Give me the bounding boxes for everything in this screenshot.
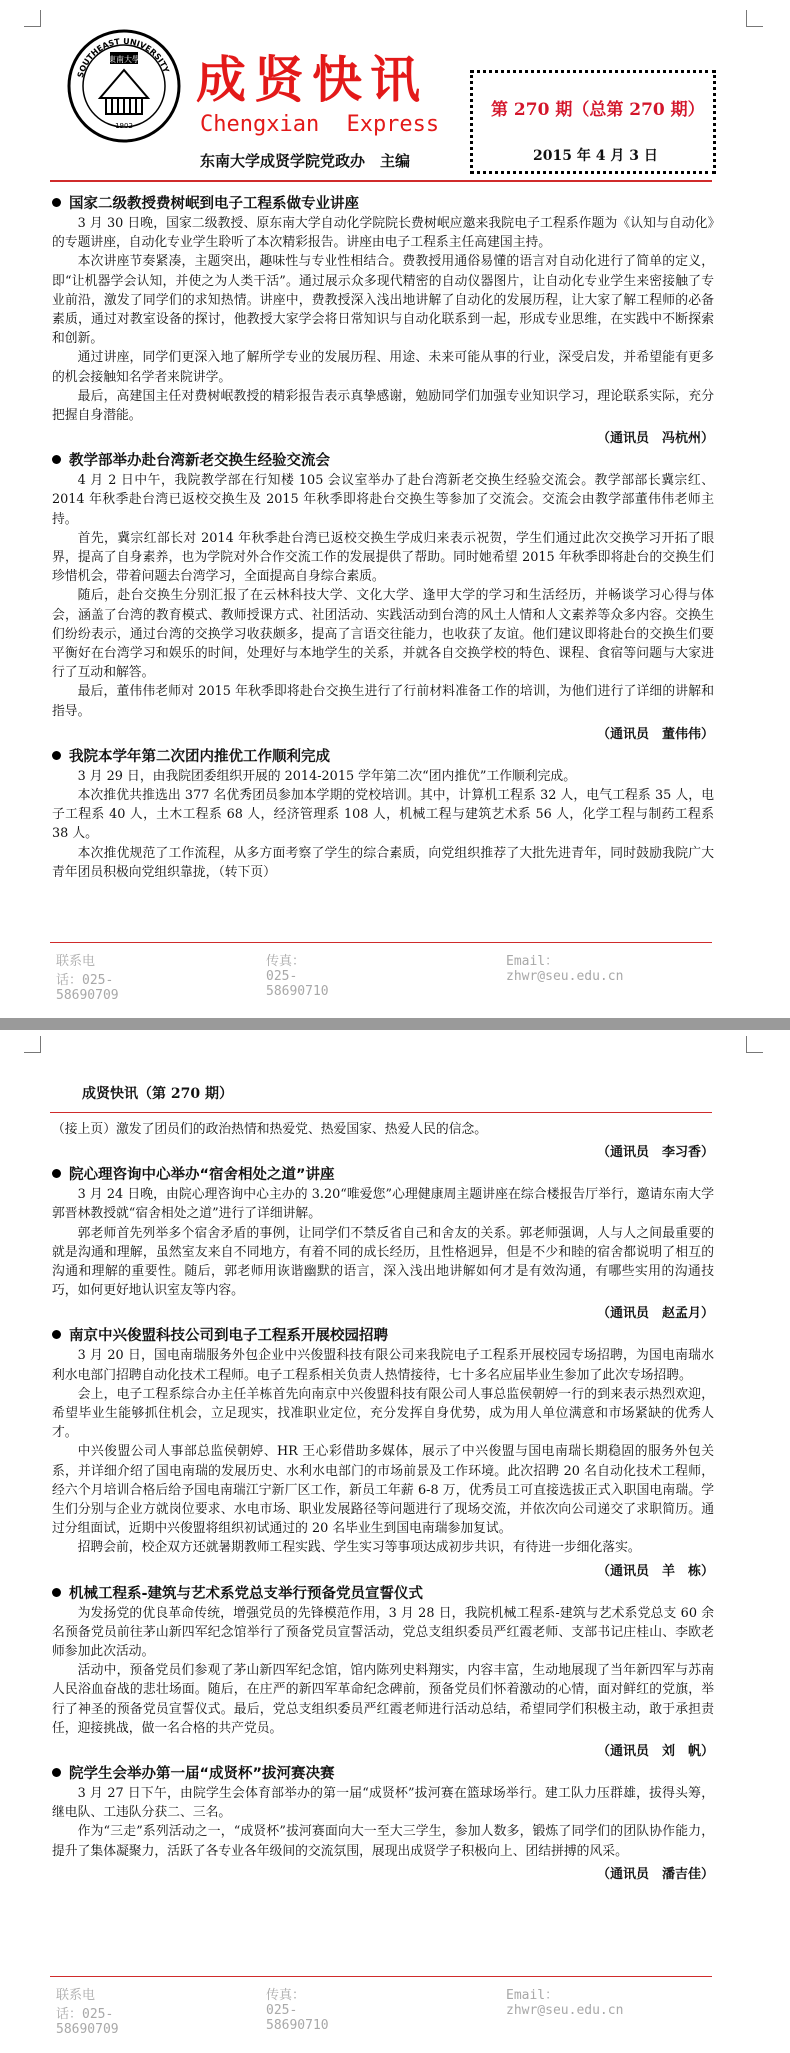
article-paragraph: 招聘会前，校企双方还就暑期教师工程实践、学生实习等事项达成初步共识，有待进一步细化落实。 [77,1540,641,1556]
article-paragraph: 3 月 20 日，国电南瑞服务外包企业中兴俊盟科技有限公司来我院电子工程系开展校园专场招聘，为国电南瑞水利水电部门招聘自动化技术工程师。电子工程系相关负责人热情接待，七十多名应届毕业生参加了此次专场招聘。 [52,1348,714,1383]
bullet-icon [52,1330,61,1339]
running-title: 成贤快讯（第 270 期） [82,1086,233,1102]
bullet-icon [52,1588,61,1597]
continued-paragraph: （接上页）激发了团员们的政治热情和热爱党、热爱国家、热爱人民的信念。 [52,1122,488,1137]
svg-text:1902: 1902 [115,122,133,130]
article [52,1326,714,1581]
article-paragraph: 3 月 27 日下午，由院学生会体育部举办的第一届“成贤杯”拔河赛在篮球场举行。建工队力压群雄，拔得头筹，继电队、工违队分获二、三名。 [52,1786,714,1821]
crop-mark [24,1036,41,1053]
article [52,194,714,449]
footer-email: Email：zhwr@seu.edu.cn [506,954,624,984]
crop-mark [746,1036,763,1053]
header-rule [50,1112,712,1113]
article-byline: （通讯员 董伟伟） [596,726,714,742]
svg-text:SOUTHEAST UNIVERSITY: SOUTHEAST UNIVERSITY [75,36,171,79]
article-paragraph: 郭老师首先列举多个宿舍矛盾的事例，让同学们不禁反省自己和舍友的关系。郭老师强调，人与人之间最重要的就是沟通和理解，虽然室友来自不同地方，有着不同的成长经历，且性格迥异，但是不少和睦的宿舍都说明了相互的沟通和理解的重要性。随后，郭老师用诙谐幽默的语言，深入浅出地讲解如何才是有效沟通，有哪些实用的沟通技巧，如何更好地认识室友等内容。 [52,1225,714,1299]
article-paragraph: 本次推优共推选出 377 名优秀团员参加本学期的党校培训。其中，计算机工程系 32 人，电气工程系 35 人，电子工程系 40 人，土木工程系 68 人，经济管理系 108 人，机械工程与建筑艺术系 56 人，化学工程与制药工程系 38 人。 [52,788,714,842]
page-1 [0,0,790,1018]
footer-email: Email：zhwr@seu.edu.cn [506,1988,624,2018]
article-heading: 南京中兴俊盟科技公司到电子工程系开展校园招聘 [52,1326,714,1346]
article-paragraph: 为发扬党的优良革命传统，增强党员的先锋模范作用，3 月 28 日，我院机械工程系-建筑与艺术系党总支 60 余名预备党员前往茅山新四军纪念馆举行了预备党员宣誓活动，党总支组织委员严红霞老师、支部书记庄桂山、李欧老师参加此次活动。 [52,1605,714,1660]
page1-articles [52,194,714,882]
university-seal-logo [66,28,182,144]
article-paragraph: 中兴俊盟公司人事部总监侯朝婷、HR 王心彩借助多媒体，展示了中兴俊盟与国电南瑞长期稳固的服务外包关系，并详细介绍了国电南瑞的发展历史、水利水电部门的市场前景及工作环境。此次招聘 20 名自动化技术工程师，经六个月培训合格后给予国电南瑞江宁新厂区工作，新员工年薪 6-8 万，优秀员工可直接选拔正式入职国电南瑞。学生们分别与企业方就岗位要求、水电市场、职业发展路径等问题进行了现场交流，并依次向公司递交了求职简历。通过分组面试，近期中兴俊盟将组织初试通过的 20 名毕业生到国电南瑞参加复试。 [52,1444,714,1537]
masthead [0,0,790,180]
article-paragraph: 会上，电子工程系综合办主任羊栋首先向南京中兴俊盟科技有限公司人事总监侯朝婷一行的到来表示热烈欢迎，希望毕业生能够抓住机会，立足现实，找准职业定位，充分发挥自身优势，成为用人单位满意和市场紧缺的优秀人才。 [52,1386,714,1441]
article-heading: 我院本学年第二次团内推优工作顺利完成 [52,747,714,767]
article-paragraph: 通过讲座，同学们更深入地了解所学专业的发展历程、用途、未来可能从事的行业，深受启发，并希望能有更多的机会接触知名学者来院讲学。 [52,350,714,385]
footer-rule [50,1976,712,1977]
article-paragraph: 活动中，预备党员们参观了茅山新四军纪念馆，馆内陈列史料翔实，内容丰富，生动地展现了当年新四军与苏南人民浴血奋战的悲壮场面。随后，在庄严的新四军革命纪念碑前，预备党员们怀着激动的心情，面对鲜红的党旗，举行了神圣的预备党员宣誓仪式。最后，党总支组织委员严红霞老师进行活动总结，希望同学们积极主动，敢于承担责任，迎接挑战，做一名合格的共产党员。 [52,1663,714,1736]
article [52,1165,714,1324]
article [52,747,714,882]
article-paragraph: 3 月 24 日晚，由院心理咨询中心主办的 3.20“唯爱您”心理健康周主题讲座在综合楼报告厅举行，邀请东南大学郭晋林教授就“宿舍相处之道”进行了详细讲解。 [52,1187,714,1222]
masthead-title: 成贤快讯 [196,50,428,109]
bullet-icon [52,1169,61,1178]
bullet-icon [52,198,61,207]
issue-box [470,70,716,174]
bullet-icon [52,1768,61,1777]
article-paragraph: 随后，赴台交换生分别汇报了在云林科技大学、文化大学、逢甲大学的学习和生活经历，并畅谈学习心得与体会，涵盖了台湾的教育模式、教师授课方式、社团活动、实践活动到台湾的风土人情和人文素养等众多内容。交换生们纷纷表示，通过台湾的交换学习收获颇多，提高了言语交往能力，也收获了友谊。他们建议即将赴台的交换生们要平衡好在台湾学习和娱乐的时间，处理好与本地学生的关系，并就各自交换学校的特色、课程、食宿等问题与大家进行了互动和解答。 [52,588,714,681]
article-byline: （通讯员 羊 栋） [596,1563,714,1579]
issue-date: 2015 年 4 月 3 日 [533,148,658,164]
article-heading: 院学生会举办第一届“成贤杯”拔河赛决赛 [52,1764,714,1784]
masthead-rule [50,180,712,182]
article [52,1764,714,1885]
article-paragraph: 首先，冀宗红部长对 2014 年秋季赴台湾已返校交换生学成归来表示祝贺，学生们通过此次交换学习开拓了眼界，提高了自身素养，也为学院对外合作交流工作的发展提供了帮助。同时她希望 2015 年秋季即将赴台的交换生们珍惜机会，带着问题去台湾学习，全面提高自身综合素质。 [52,530,714,585]
article-byline: （通讯员 冯杭州） [596,431,714,447]
article-paragraph: 3 月 30 日晚，国家二级教授、原东南大学自动化学院院长费树岷应邀来我院电子工程系作题为《认知与自动化》的专题讲座，自动化专业学生聆听了本次精彩报告。讲座由电子工程系主任高建国主持。 [52,216,714,251]
masthead-title-english: Chengxian Express [200,112,440,137]
article-paragraph: 最后，高建国主任对费树岷教授的精彩报告表示真挚感谢，勉励同学们加强专业知识学习，理论联系实际，充分把握自身潜能。 [52,388,714,424]
footer-phone: 联系电话：025-58690709 [56,954,119,1003]
article-byline: （通讯员 潘吉佳） [596,1866,714,1882]
page-2 [0,1030,790,2053]
article-heading: 教学部举办赴台湾新老交换生经验交流会 [52,451,714,471]
article-paragraph: 本次推优规范了工作流程，从多方面考察了学生的综合素质，向党组织推荐了大批先进青年，同时鼓励我院广大青年团员积极向党组织靠拢，（转下页） [52,845,714,880]
footer-rule [50,942,712,943]
article-heading: 机械工程系-建筑与艺术系党总支举行预备党员宣誓仪式 [52,1584,714,1604]
article-byline: （通讯员 赵孟月） [596,1306,714,1322]
svg-text:東南大學: 東南大學 [108,55,140,64]
footer-fax: 传真：025-58690710 [266,1988,329,2033]
article-byline: （通讯员 刘 帆） [596,1744,714,1760]
article-byline: （通讯员 李习香） [596,1145,714,1161]
bullet-icon [52,455,61,464]
article-paragraph: 作为“三走”系列活动之一，“成贤杯”拔河赛面向大一至大三学生，参加人数多，锻炼了同学们的团队协作能力，提升了集体凝聚力，活跃了各专业各年级间的交流氛围，展现出成贤学子积极向上、团结拼搏的风采。 [52,1824,714,1859]
issue-number: 第 270 期（总第 270 期） [491,100,705,120]
article [52,451,714,745]
article [52,1584,714,1762]
article-heading: 国家二级教授费树岷到电子工程系做专业讲座 [52,194,714,214]
article-heading: 院心理咨询中心举办“宿舍相处之道”讲座 [52,1165,714,1185]
masthead-editor: 东南大学成贤学院党政办 主编 [200,152,411,170]
footer-fax: 传真：025-58690710 [266,954,329,999]
bullet-icon [52,751,61,760]
footer-phone: 联系电话：025-58690709 [56,1988,119,2037]
article-paragraph: 4 月 2 日中午，我院教学部在行知楼 105 会议室举办了赴台湾新老交换生经验交流会。教学部部长冀宗红、2014 年秋季赴台湾已返校交换生及 2015 年秋季即将赴台交换生等参加了交流会。交流会由教学部董伟伟老师主持。 [52,473,714,527]
article-paragraph: 3 月 29 日，由我院团委组织开展的 2014-2015 学年第二次“团内推优”工作顺利完成。 [77,768,577,784]
page2-articles [52,1120,714,1887]
article-paragraph: 本次讲座节奏紧凑，主题突出，趣味性与专业性相结合。费教授用通俗易懂的语言对自动化进行了简单的定义，即“让机器学会认知，并使之为人类干活”。通过展示众多现代精密的自动仪器图片，让自动化专业学生来密接触了专业前沿，激发了同学们的求知热情。讲座中，费教授深入浅出地讲解了自动化的发展历程，让大家了解工程师的必备素质，通过对教室设备的探讨，他教授大家学会将日常知识与自动化联系到一起，形成专业思维，在实践中不断探索和创新。 [52,254,714,347]
article-paragraph: 最后，董伟伟老师对 2015 年秋季即将赴台交换生进行了行前材料准备工作的培训，为他们进行了详细的讲解和指导。 [52,684,714,719]
